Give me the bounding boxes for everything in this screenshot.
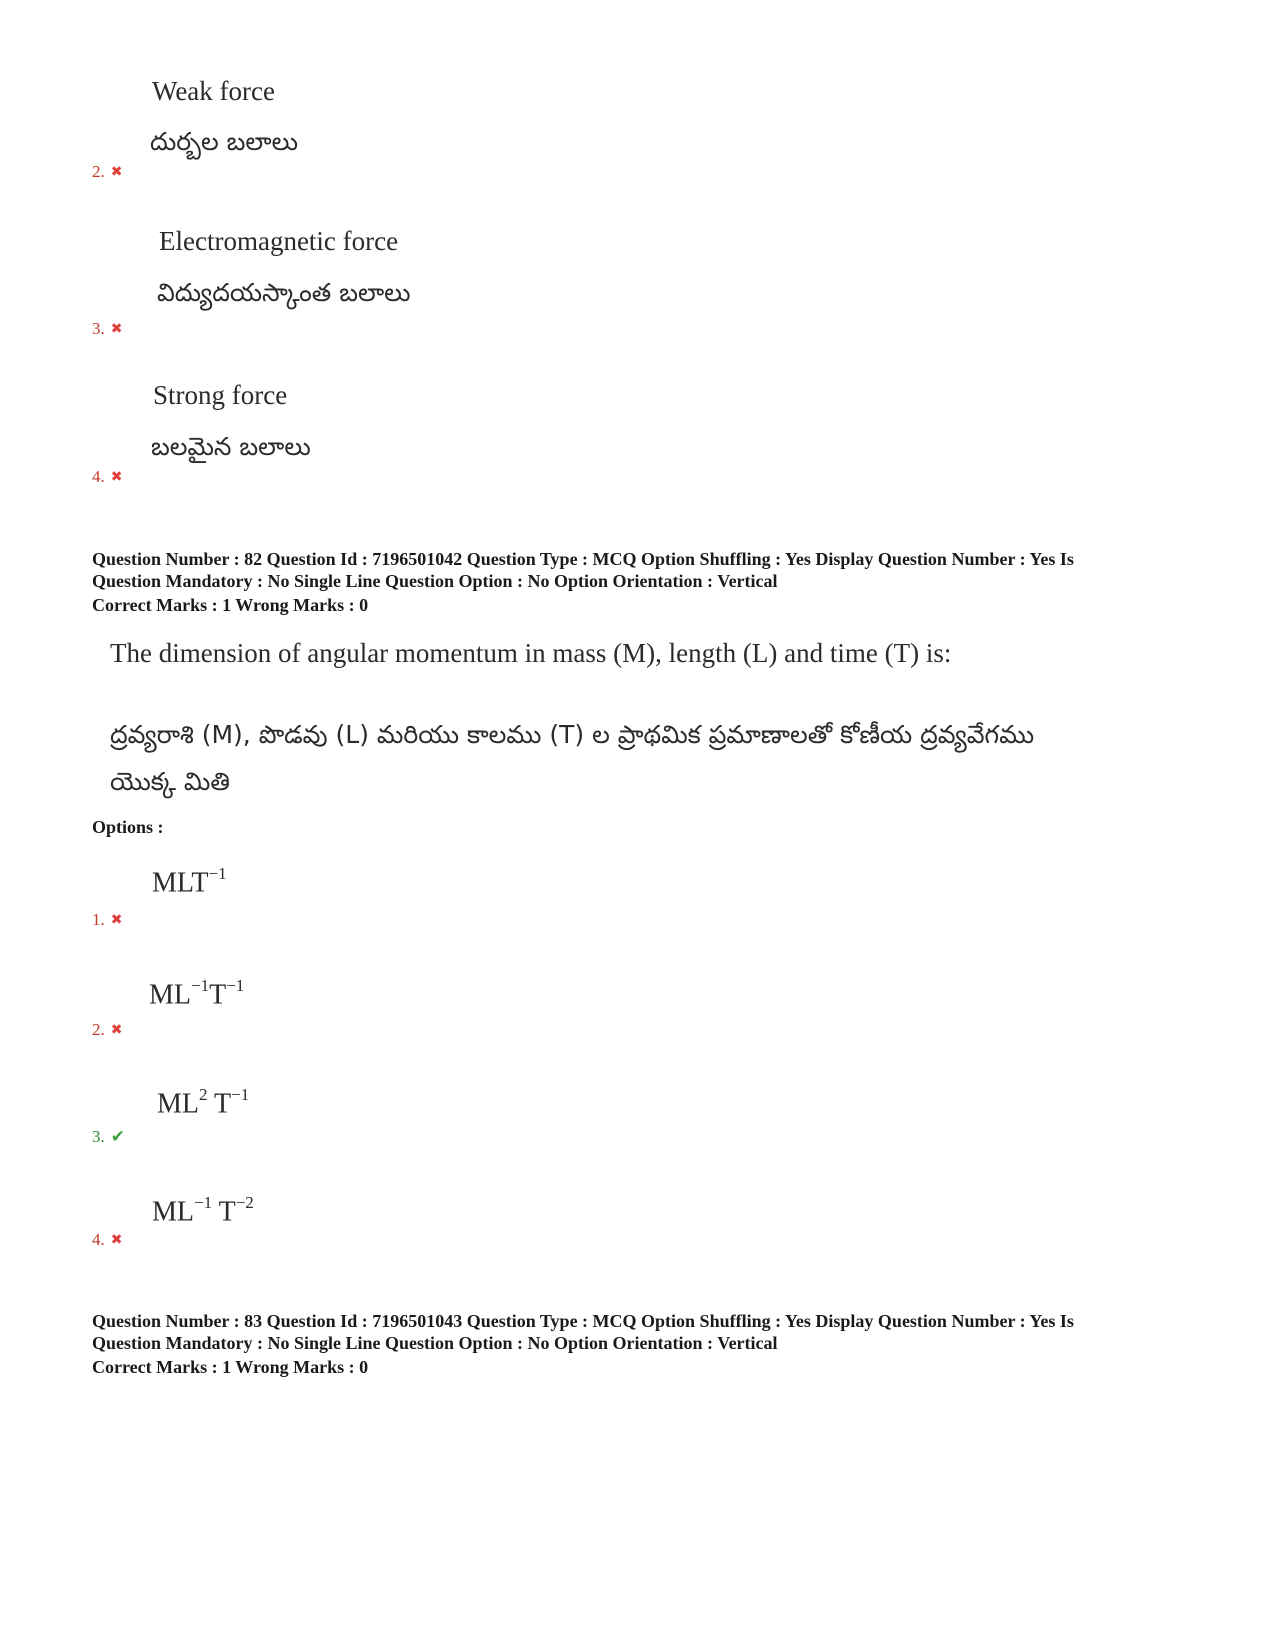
option-number-wrong xyxy=(92,162,122,182)
question-meta-line2: Question Mandatory : No Single Line Question Option : No Option Orientation : Vertical xyxy=(92,1333,778,1353)
option-number: 3. xyxy=(92,1127,105,1146)
cross-icon: ✖ xyxy=(110,1232,123,1248)
option-number: 4. xyxy=(92,467,105,486)
formula-exponent: −1 xyxy=(231,1085,250,1104)
question-marks: Correct Marks : 1 Wrong Marks : 0 xyxy=(92,595,369,615)
question-stem-te-line2: యొక్క మితి xyxy=(110,767,230,796)
option-text-te: దుర్బల బలాలు xyxy=(150,127,298,156)
option-text-en: Strong force xyxy=(153,380,288,410)
option-number: 3. xyxy=(92,319,105,338)
formula-base: ML xyxy=(157,1088,199,1120)
question-meta-line1: Question Number : 83 Question Id : 7196501043 Question Type : MCQ Option Shuffling : Yes Display Question Number : Yes Is xyxy=(92,1311,1074,1331)
formula-base: MLT xyxy=(152,867,209,899)
question-stem-te-line1: ద్రవ్యరాశి (M), పొడవు (L) మరియు కాలము (T) ల ప్రాథమిక ప్రమాణాలతో కోణీయ ద్రవ్యవేగము xyxy=(110,720,1035,749)
option-number: 2. xyxy=(92,1020,105,1039)
question-meta-line1: Question Number : 82 Question Id : 7196501042 Question Type : MCQ Option Shuffling : Yes Display Question Number : Yes Is xyxy=(92,549,1074,569)
option-number-wrong xyxy=(92,1020,122,1040)
formula-base: ML xyxy=(152,1196,194,1228)
check-icon: ✔ xyxy=(110,1127,125,1147)
option-text-en: Electromagnetic force xyxy=(159,226,399,256)
option-number: 1. xyxy=(92,910,105,929)
question-stem-en: The dimension of angular momentum in mass (M), length (L) and time (T) is: xyxy=(110,638,952,668)
formula-base: T xyxy=(207,1088,232,1120)
cross-icon: ✖ xyxy=(110,321,123,337)
option-formula xyxy=(152,1195,254,1228)
options-label: Options : xyxy=(92,817,164,837)
formula-base: ML xyxy=(149,979,191,1011)
formula-exponent: −1 xyxy=(191,976,210,995)
formula-exponent: −1 xyxy=(208,864,227,883)
question-meta xyxy=(92,548,1182,592)
option-formula xyxy=(152,866,227,899)
option-number-wrong xyxy=(92,319,122,339)
question-marks: Correct Marks : 1 Wrong Marks : 0 xyxy=(92,1357,369,1377)
option-text-te: బలమైన బలాలు xyxy=(151,432,311,461)
option-formula xyxy=(157,1087,249,1120)
option-text-te: విద్యుదయస్కాంత బలాలు xyxy=(157,278,411,307)
option-number-wrong xyxy=(92,910,122,930)
option-text-en: Weak force xyxy=(152,76,275,106)
question-meta xyxy=(92,1310,1182,1354)
option-number: 2. xyxy=(92,162,105,181)
option-formula xyxy=(149,978,244,1011)
cross-icon: ✖ xyxy=(110,912,123,928)
cross-icon: ✖ xyxy=(110,469,123,485)
cross-icon: ✖ xyxy=(110,164,123,180)
formula-base: T xyxy=(209,979,227,1011)
option-number-wrong xyxy=(92,467,122,487)
formula-exponent: −1 xyxy=(226,976,245,995)
formula-exponent: −2 xyxy=(235,1193,254,1212)
formula-exponent: 2 xyxy=(199,1085,208,1104)
question-meta-line2: Question Mandatory : No Single Line Question Option : No Option Orientation : Vertical xyxy=(92,571,778,591)
formula-exponent: −1 xyxy=(194,1193,213,1212)
option-number-wrong xyxy=(92,1230,122,1250)
cross-icon: ✖ xyxy=(110,1022,123,1038)
formula-base: T xyxy=(212,1196,236,1228)
option-number: 4. xyxy=(92,1230,105,1249)
option-number-correct xyxy=(92,1127,125,1147)
